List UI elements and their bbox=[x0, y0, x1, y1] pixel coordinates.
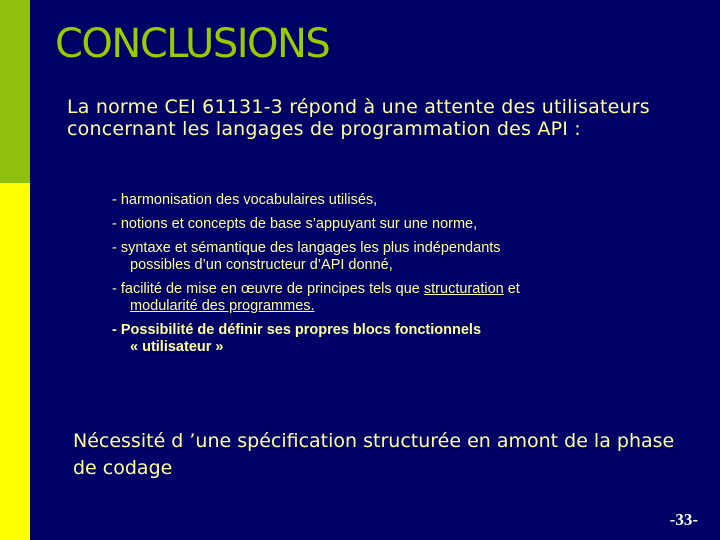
bullet-text-continuation: possibles d’un constructeur d’API donné, bbox=[130, 257, 393, 273]
bullet-item-syntaxe bbox=[112, 240, 672, 274]
bullet-text: - notions et concepts de base s’appuyant sur une norme, bbox=[112, 216, 478, 232]
conclusion-paragraph: Nécessité d ’une spécification structurée en amont de la phase de codage bbox=[73, 430, 675, 479]
bullet-item-harmonisation bbox=[112, 192, 672, 209]
underlined-term-structuration: structuration bbox=[423, 281, 504, 297]
page-number: -33- bbox=[669, 510, 698, 529]
bullet-item-blocs-fonctionnels bbox=[112, 322, 672, 356]
bullet-text: - Possibilité de définir ses propres blocs fonctionnels bbox=[112, 322, 482, 338]
bullet-text-part: - facilité de mise en œuvre de principes tels que bbox=[112, 281, 424, 297]
bullet-text-continuation: « utilisateur » bbox=[130, 339, 224, 355]
bullet-text: - harmonisation des vocabulaires utilisés, bbox=[112, 192, 378, 208]
slide-title: CONCLUSIONS bbox=[55, 21, 330, 67]
bullet-text: - syntaxe et sémantique des langages les plus indépendants bbox=[112, 240, 501, 256]
bullet-item-notions bbox=[112, 216, 672, 233]
underlined-term-modularite: modularité des programmes. bbox=[130, 298, 315, 314]
bullet-text-part: et bbox=[503, 281, 520, 297]
bullet-list bbox=[112, 192, 672, 363]
bullet-item-facilite bbox=[112, 281, 672, 315]
intro-paragraph: La norme CEI 61131-3 répond à une attente des utilisateurs concernant les langages de programmation des API : bbox=[67, 96, 650, 140]
bullet-text bbox=[112, 281, 672, 298]
left-accent-bar-green bbox=[0, 0, 30, 183]
left-accent-bar-yellow bbox=[0, 183, 30, 540]
